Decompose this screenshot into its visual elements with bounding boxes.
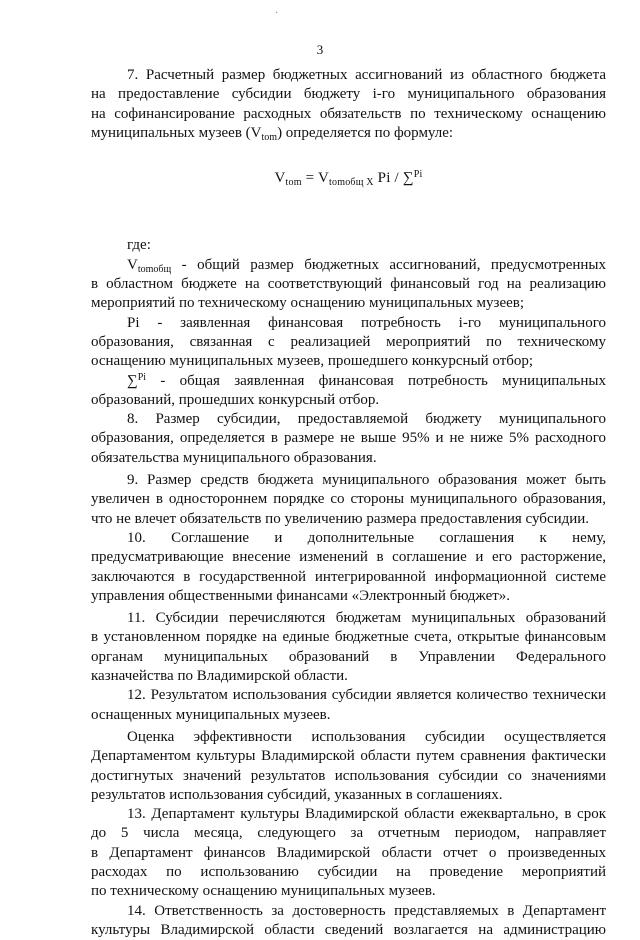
text-line: 14. Ответственность за достоверность представляемых в Департамент (127, 902, 606, 919)
text-line: предусматривающие внесение изменений в соглашение и его расторжение, (91, 549, 606, 566)
text-line: увеличен в одностороннем порядке со стороны муниципального образования, (91, 491, 606, 508)
text-line: органам муниципальных образований в Управлении Федерального (91, 648, 606, 665)
text-line: 12. Результатом использования субсидии является количество технически (127, 687, 606, 704)
text-line: мероприятий по техническому оснащению муниципальных музеев; (91, 295, 525, 312)
text-line: 7. Расчетный размер бюджетных ассигнований из областного бюджета (127, 67, 606, 83)
text-line: 8. Размер субсидии, предоставляемой бюджету муниципального (127, 411, 606, 428)
text-line: $V_{tomобщ}$ - общий размер бюджетных ассигнований, предусмотренных (127, 256, 606, 275)
definition-v-total (91, 256, 606, 314)
paragraph-10 (91, 529, 606, 606)
paragraph-7 (91, 66, 606, 143)
paragraph-12-evaluation (91, 728, 606, 805)
paragraph-11 (91, 609, 606, 686)
text-line: обязательства муниципального образования. (91, 449, 377, 466)
text-line: на предоставление субсидии бюджету i-го муниципального образования (91, 86, 606, 103)
text-line: достигнутых значений результатов использования субсидии со значениями (91, 767, 606, 784)
paragraph-12 (91, 686, 606, 725)
text-line: 13. Департамент культуры Владимирской области ежеквартально, в срок (127, 806, 606, 823)
text-line: 11. Субсидии перечисляются бюджетам муниципальных образований (127, 610, 606, 627)
paragraph-14 (91, 902, 606, 940)
text-line: Pi - заявленная финансовая потребность i-го муниципального (127, 314, 606, 331)
where-label: где: (127, 237, 151, 254)
text-line: ∑$^{Pi}$ - общая заявленная финансовая потребность муниципальных (127, 371, 606, 389)
text-line: управления общественными финансами «Электронный бюджет». (91, 587, 511, 604)
text-line: Департаментом культуры Владимирской области путем сравнения фактически (91, 748, 606, 765)
text-line: оснащенных муниципальных музеев. (91, 706, 331, 723)
text-line: муниципальных музеев $(V_{tom})$ определяется по формуле: (91, 124, 454, 143)
text-line: по техническому оснащению муниципальных музеев. (91, 883, 436, 900)
page-number: 3 (316, 42, 324, 57)
text-line: образования, связанная с реализацией мероприятий по техническому (91, 333, 606, 350)
text-line: на софинансирование расходных обязательств по техническому оснащению (91, 105, 606, 122)
text-line: образования, определяется в размере не выше 95% и не ниже 5% расходного (91, 430, 606, 447)
text-line: казначейства по Владимирской области. (91, 668, 348, 685)
formula: $V_{tom} = V_{tomобщ X}$ Pi / ∑$^{Pi}$ (274, 169, 423, 189)
definition-pi (91, 314, 606, 372)
text-line: в областном бюджете на соответствующий финансовый год на реализацию (91, 276, 606, 293)
text-line: оснащению муниципальных музеев, прошедшего конкурсный отбор; (91, 353, 534, 370)
text-line: 10. Соглашение и дополнительные соглашения к нему, (127, 529, 606, 546)
paragraph-13 (91, 805, 606, 901)
text-line: что не влечет обязательств по увеличению размера предоставления субсидии. (91, 510, 590, 527)
scan-dot: · (275, 8, 279, 19)
document-body (91, 66, 606, 940)
definition-sum-pi (91, 372, 606, 411)
text-line: культуры Владимирской области сведений возлагается на администрацию (91, 921, 606, 938)
paragraph-8 (91, 410, 606, 468)
text-line: образований, прошедших конкурсный отбор. (91, 391, 380, 408)
text-line: до 5 числа месяца, следующего за отчетным периодом, направляет (91, 825, 606, 842)
text-line: результатов использования субсидий, указанных в соглашениях. (91, 786, 503, 803)
text-line: расходах по использованию субсидии на проведение мероприятий (91, 863, 606, 880)
text-line: заключаются в государственной интегрированной информационной системе (91, 568, 606, 585)
text-line: Оценка эффективности использования субсидии осуществляется (127, 728, 606, 745)
text-line: 9. Размер средств бюджета муниципального образования может быть (127, 472, 606, 489)
paragraph-9 (91, 471, 606, 529)
text-line: в Департамент финансов Владимирской области отчет о произведенных (91, 844, 606, 861)
text-line: в установленном порядке на единые бюджетные счета, открытые финансовым (91, 629, 606, 646)
